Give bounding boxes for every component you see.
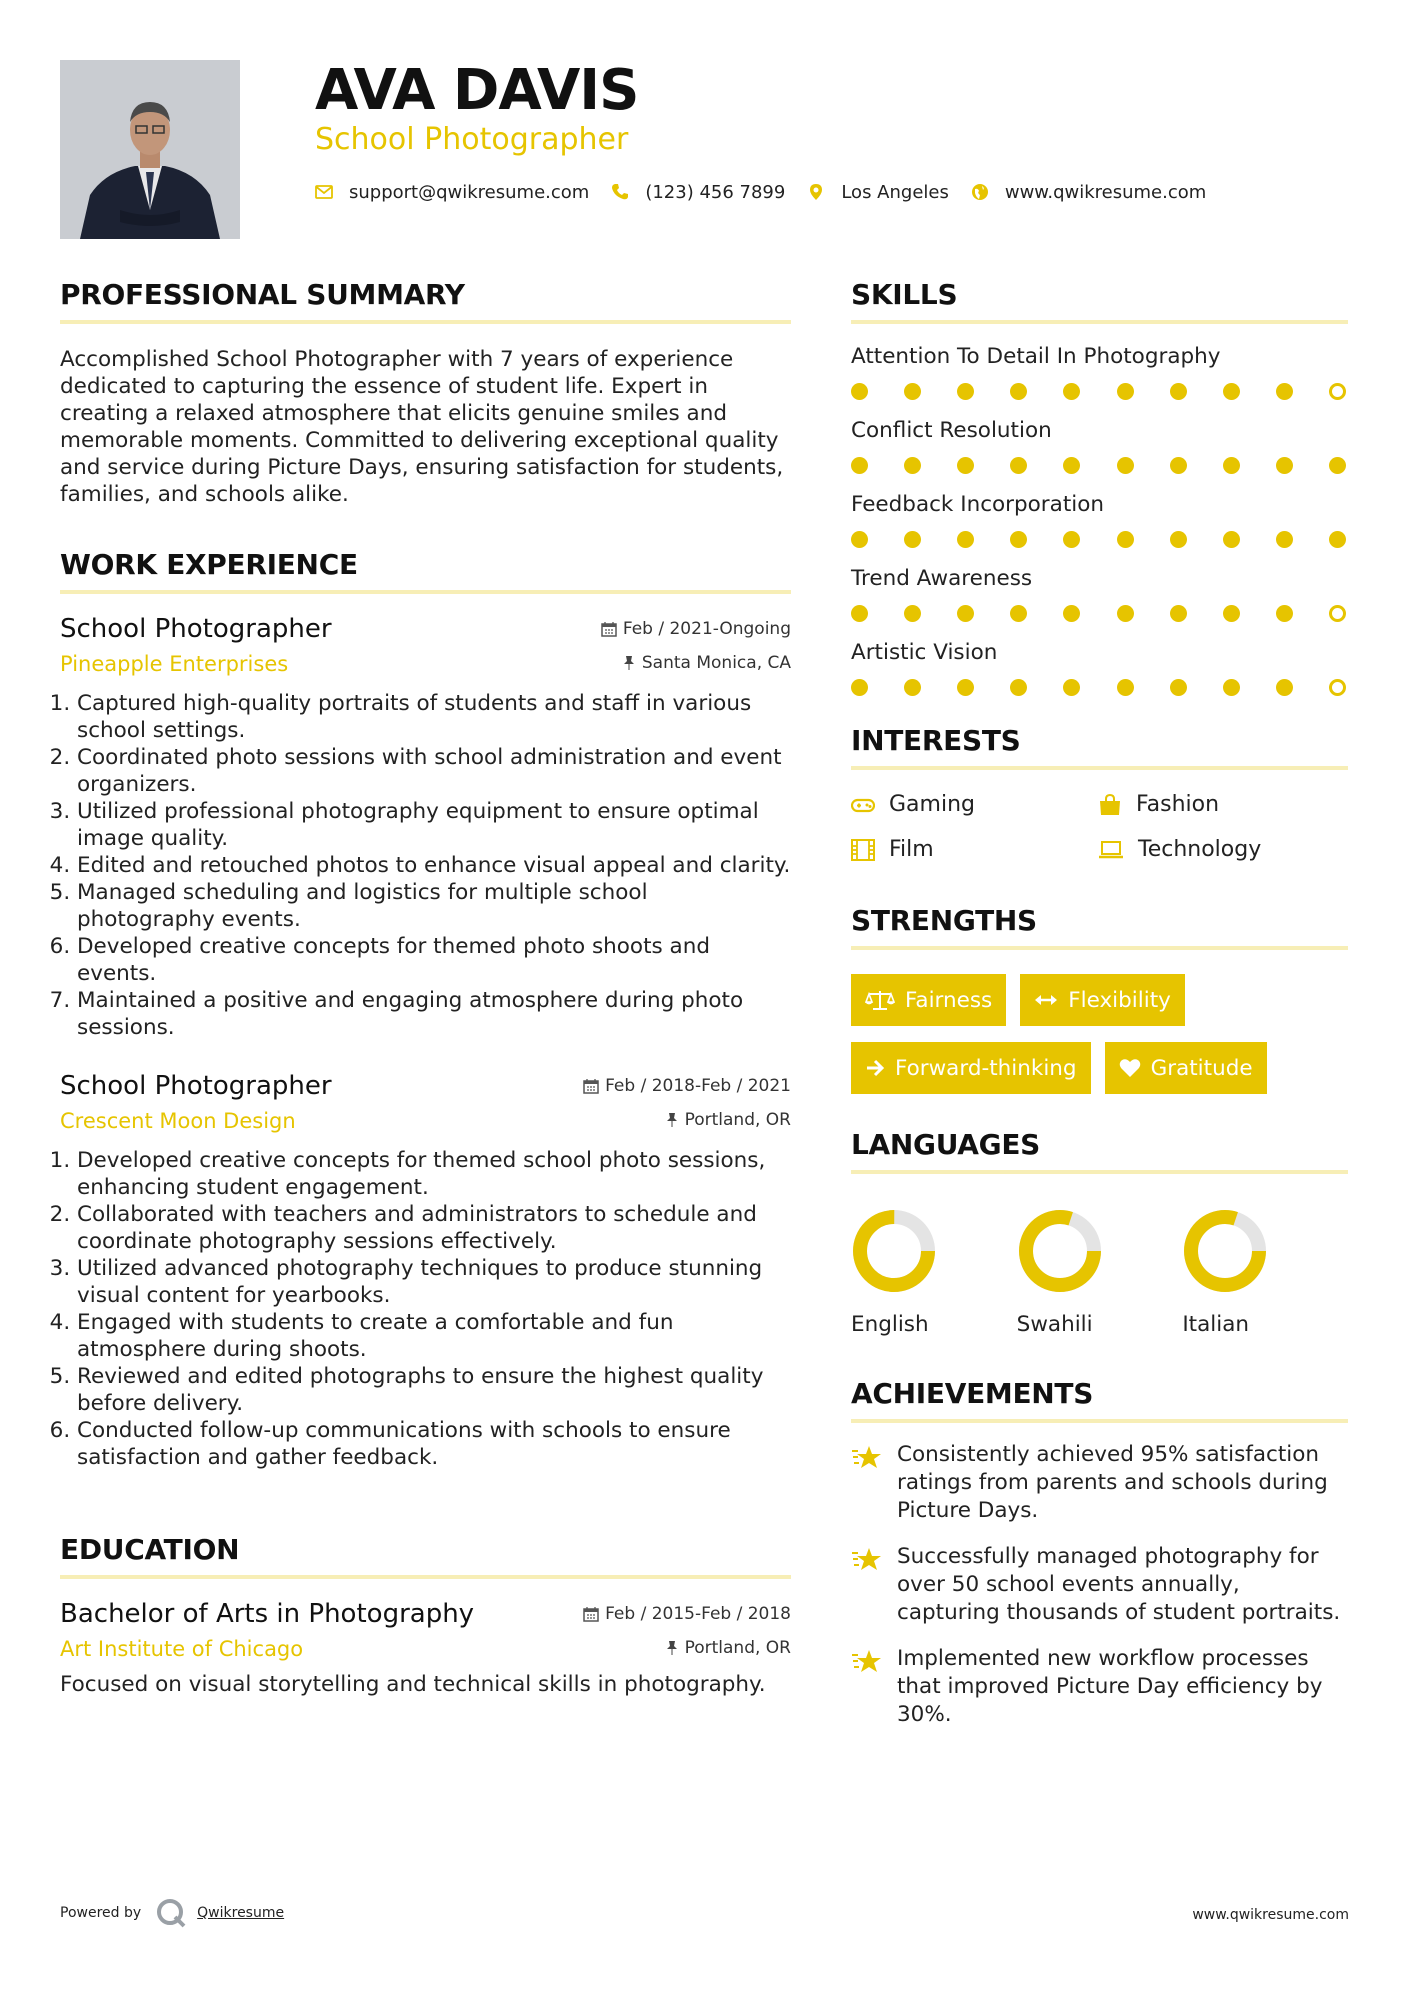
calendar-icon [583, 1078, 599, 1094]
achievement-text: Consistently achieved 95% satisfaction ratings from parents and schools during Picture Days. [897, 1442, 1328, 1523]
interest-label: Film [889, 837, 934, 862]
list-item: 3. Utilized advanced photography techniques to produce stunning visual content for yearbooks. [77, 1255, 791, 1309]
skill-rating [851, 531, 1348, 548]
phone-icon [611, 183, 629, 201]
language-item [1017, 1208, 1183, 1337]
strength-label: Flexibility [1068, 987, 1171, 1013]
skill-dot-filled [904, 457, 921, 474]
job-title: School Photographer [60, 614, 332, 644]
calendar-icon [601, 621, 617, 637]
skill-dot-filled [1276, 383, 1293, 400]
skill-dot-filled [1170, 531, 1187, 548]
skill-dot-filled [851, 605, 868, 622]
language-name: Swahili [1016, 1312, 1093, 1337]
language-proficiency-ring [851, 1208, 937, 1294]
skill-dot-filled [957, 605, 974, 622]
language-name: Italian [1182, 1312, 1250, 1337]
skill-dot-filled [1329, 531, 1346, 548]
job-date: Feb / 2021-Ongoing [622, 619, 791, 639]
achievement-item [851, 1543, 1348, 1627]
list-item: 6. Conducted follow-up communications with schools to ensure satisfaction and gather feedback. [77, 1417, 791, 1471]
skill-dot-filled [1223, 605, 1240, 622]
list-item: 3. Utilized professional photography equipment to ensure optimal image quality. [77, 798, 791, 852]
strength-label: Gratitude [1150, 1055, 1253, 1081]
gamepad-icon [851, 796, 875, 814]
footer-powered-by [60, 1897, 284, 1929]
qwikresume-logo-icon [155, 1897, 187, 1929]
achievement-item [851, 1645, 1348, 1729]
skill-dot-filled [957, 457, 974, 474]
skill-item [851, 344, 1348, 400]
skill-dot-filled [1276, 457, 1293, 474]
pushpin-icon [665, 1640, 679, 1656]
skill-dot-filled [957, 383, 974, 400]
skill-dot-filled [957, 679, 974, 696]
laptop-icon [1098, 840, 1124, 860]
skill-rating [851, 605, 1348, 622]
arrows-horizontal-icon [1034, 993, 1058, 1007]
footer-url[interactable]: www.qwikresume.com [1192, 1907, 1349, 1923]
skill-dot-filled [1117, 531, 1134, 548]
strength-tag [1020, 974, 1185, 1026]
location-text: Los Angeles [841, 181, 949, 203]
skill-item [851, 418, 1348, 474]
list-item: 1. Captured high-quality portraits of students and staff in various school settings. [77, 690, 791, 744]
list-item: 4. Engaged with students to create a comfortable and fun atmosphere during shoots. [77, 1309, 791, 1363]
star-icon [851, 1445, 883, 1471]
interest-label: Gaming [889, 792, 975, 817]
education-date: Feb / 2015-Feb / 2018 [605, 1604, 791, 1624]
job-location: Portland, OR [684, 1110, 791, 1130]
skill-dot-filled [851, 457, 868, 474]
job-entry [60, 614, 791, 1041]
skill-dot-filled [1223, 383, 1240, 400]
skill-item [851, 492, 1348, 548]
star-icon [851, 1547, 883, 1573]
job-location: Santa Monica, CA [641, 653, 791, 673]
skill-dot-filled [1170, 383, 1187, 400]
skill-dot-filled [1117, 457, 1134, 474]
list-item: 4. Edited and retouched photos to enhance visual appeal and clarity. [77, 852, 791, 879]
interest-item [1098, 792, 1345, 817]
duty-list [60, 1147, 791, 1471]
strength-tag [1105, 1042, 1267, 1094]
skill-dot-filled [1063, 605, 1080, 622]
skill-dot-filled [1276, 531, 1293, 548]
language-proficiency-ring [1017, 1208, 1103, 1294]
skill-name: Conflict Resolution [851, 418, 1052, 443]
education-entry [60, 1599, 791, 1698]
balance-scale-icon [865, 989, 895, 1011]
powered-by-label: Powered by [60, 1905, 142, 1921]
list-item: 1. Developed creative concepts for themed school photo sessions, enhancing student engagement. [77, 1147, 791, 1201]
skill-name: Trend Awareness [851, 566, 1033, 591]
list-item: 6. Developed creative concepts for themed photo shoots and events. [77, 933, 791, 987]
skill-dot-filled [1170, 679, 1187, 696]
degree-title: Bachelor of Arts in Photography [60, 1599, 475, 1629]
skill-dot-filled [1223, 457, 1240, 474]
skill-name: Artistic Vision [851, 640, 998, 665]
skill-dot-filled [1276, 605, 1293, 622]
strength-label: Forward-thinking [895, 1055, 1077, 1081]
pushpin-icon [665, 1112, 679, 1128]
contact-bar [315, 178, 1228, 206]
skills-list [851, 344, 1348, 696]
school-name: Art Institute of Chicago [60, 1637, 304, 1661]
section-title-strengths: STRENGTHS [851, 904, 1348, 950]
skill-dot-empty [1329, 679, 1346, 696]
map-marker-icon [807, 183, 825, 201]
heart-icon [1119, 1058, 1141, 1078]
phone-number: (123) 456 7899 [645, 181, 786, 203]
skill-dot-empty [1329, 605, 1346, 622]
section-title-experience: WORK EXPERIENCE [60, 548, 791, 594]
envelope-icon [315, 183, 333, 201]
email-link[interactable]: support@qwikresume.com [349, 181, 590, 203]
language-item [1182, 1208, 1348, 1337]
skill-dot-empty [1329, 383, 1346, 400]
list-item: 2. Coordinated photo sessions with school administration and event organizers. [77, 744, 791, 798]
job-date: Feb / 2018-Feb / 2021 [605, 1076, 791, 1096]
job-title: School Photographer [60, 1071, 332, 1101]
arrow-right-icon [865, 1058, 885, 1078]
skill-name: Attention To Detail In Photography [851, 344, 1221, 369]
section-title-education: EDUCATION [60, 1533, 791, 1579]
language-item [851, 1208, 1017, 1337]
skill-dot-filled [1170, 457, 1187, 474]
skill-dot-filled [904, 605, 921, 622]
skill-rating [851, 679, 1348, 696]
skill-dot-filled [1010, 679, 1027, 696]
duty-list [60, 690, 791, 1041]
skill-dot-filled [1117, 605, 1134, 622]
skill-dot-filled [1063, 383, 1080, 400]
list-item: 7. Maintained a positive and engaging atmosphere during photo sessions. [77, 987, 791, 1041]
skill-dot-filled [851, 383, 868, 400]
achievement-list [851, 1441, 1348, 1729]
skill-dot-filled [1010, 605, 1027, 622]
strength-tags [851, 974, 1348, 1094]
strength-tag [851, 974, 1006, 1026]
skill-dot-filled [904, 383, 921, 400]
company-name: Pineapple Enterprises [60, 652, 289, 676]
candidate-role: School Photographer [315, 122, 629, 157]
skill-dot-filled [851, 531, 868, 548]
section-title-languages: LANGUAGES [851, 1128, 1348, 1174]
skill-dot-filled [851, 679, 868, 696]
skill-dot-filled [1010, 531, 1027, 548]
education-location: Portland, OR [684, 1638, 791, 1658]
skill-dot-filled [1117, 679, 1134, 696]
calendar-icon [583, 1606, 599, 1622]
profile-photo [60, 60, 240, 239]
strength-label: Fairness [905, 987, 993, 1013]
section-title-interests: INTERESTS [851, 724, 1348, 770]
summary-text: Accomplished School Photographer with 7 years of experience dedicated to capturing the essence of student life. Expert in creating a relaxed atmosphere that elicits genuine smiles and memorable moments. Committed to delivering exceptional quality and service during Picture Days, ensuring satisfaction for students, families, and schools alike. [60, 347, 784, 507]
pushpin-icon [622, 655, 636, 671]
website-link[interactable]: www.qwikresume.com [1004, 181, 1207, 203]
skill-dot-filled [1223, 679, 1240, 696]
skill-dot-filled [957, 531, 974, 548]
language-list [851, 1208, 1348, 1337]
skill-dot-filled [1010, 383, 1027, 400]
section-title-skills: SKILLS [851, 278, 1348, 324]
list-item: 2. Collaborated with teachers and administrators to schedule and coordinate photography sessions effectively. [77, 1201, 791, 1255]
qwikresume-link[interactable]: Qwikresume [197, 1905, 285, 1921]
achievement-text: Implemented new workflow processes that improved Picture Day efficiency by 30%. [897, 1646, 1323, 1727]
list-item: 5. Managed scheduling and logistics for multiple school photography events. [77, 879, 791, 933]
language-name: English [851, 1312, 929, 1337]
company-name: Crescent Moon Design [60, 1109, 296, 1133]
skill-dot-filled [1010, 457, 1027, 474]
language-proficiency-ring [1182, 1208, 1268, 1294]
left-column [60, 278, 791, 1698]
right-column [851, 278, 1348, 1729]
achievement-item [851, 1441, 1348, 1525]
achievement-text: Successfully managed photography for over 50 school events annually, capturing thousands of student portraits. [897, 1544, 1341, 1625]
skill-dot-filled [1170, 605, 1187, 622]
film-icon [851, 839, 875, 861]
list-item: 5. Reviewed and edited photographs to ensure the highest quality before delivery. [77, 1363, 791, 1417]
skill-dot-filled [1063, 531, 1080, 548]
section-title-summary: PROFESSIONAL SUMMARY [60, 278, 791, 324]
candidate-name: AVA DAVIS [315, 58, 639, 123]
interest-item [1098, 837, 1345, 862]
interest-item [851, 837, 1098, 862]
skill-rating [851, 383, 1348, 400]
section-title-achievements: ACHIEVEMENTS [851, 1377, 1348, 1423]
strength-tag [851, 1042, 1091, 1094]
shopping-bag-icon [1098, 794, 1122, 816]
skill-dot-filled [1063, 457, 1080, 474]
skill-dot-filled [1117, 383, 1134, 400]
skill-dot-filled [904, 531, 921, 548]
skill-dot-filled [1063, 679, 1080, 696]
skill-dot-filled [1276, 679, 1293, 696]
skill-rating [851, 457, 1348, 474]
education-description: Focused on visual storytelling and technical skills in photography. [60, 1672, 766, 1697]
star-icon [851, 1649, 883, 1675]
job-entry [60, 1071, 791, 1471]
skill-dot-filled [1329, 457, 1346, 474]
interests-grid [851, 792, 1348, 862]
interest-item [851, 792, 1098, 817]
interest-label: Technology [1138, 837, 1262, 862]
skill-item [851, 566, 1348, 622]
skill-dot-filled [904, 679, 921, 696]
skill-dot-filled [1223, 531, 1240, 548]
globe-icon [971, 183, 989, 201]
skill-name: Feedback Incorporation [851, 492, 1105, 517]
interest-label: Fashion [1136, 792, 1220, 817]
skill-item [851, 640, 1348, 696]
